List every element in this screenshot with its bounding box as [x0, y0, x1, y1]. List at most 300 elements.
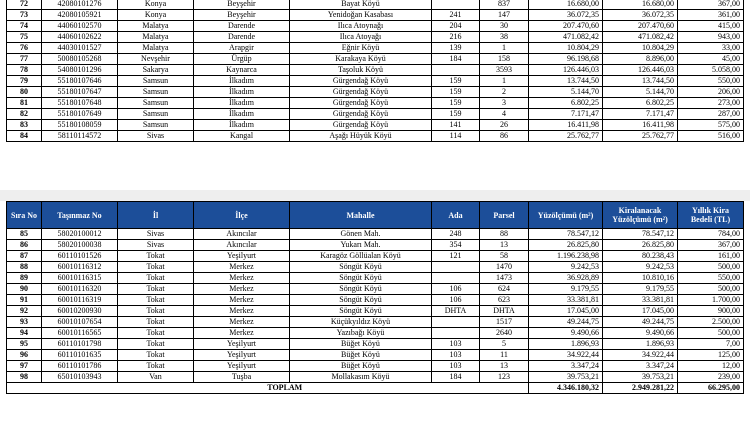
table-row: [7, 21, 744, 32]
cell-kira-bedeli: 500,00: [678, 328, 744, 339]
cell-ilce: Merkez: [194, 328, 290, 339]
cell-ilce: Merkez: [194, 295, 290, 306]
cell-kiralanacak: 34.922,44: [603, 350, 678, 361]
cell-sira-no: 95: [7, 339, 42, 350]
cell-yuzolcumu: 471.082,42: [529, 32, 603, 43]
cell-yuzolcumu: 39.753,21: [529, 372, 603, 383]
table-row: [7, 43, 744, 54]
cell-ada: 121: [432, 251, 480, 262]
cell-kiralanacak: 80.238,43: [603, 251, 678, 262]
table-row: [7, 131, 744, 142]
cell-yuzolcumu: 78.547,12: [529, 229, 603, 240]
cell-kiralanacak: 9.490,66: [603, 328, 678, 339]
cell-yuzolcumu: 49.244,75: [529, 317, 603, 328]
cell-parsel: 837: [480, 0, 529, 10]
cell-mahalle: Söngüt Köyü: [290, 306, 432, 317]
cell-kira-bedeli: 1.700,00: [678, 295, 744, 306]
cell-mahalle: Gönen Mah.: [290, 229, 432, 240]
table-row: [7, 273, 744, 284]
cell-parsel: 30: [480, 21, 529, 32]
totals-row: [7, 383, 744, 394]
header-ada: Ada: [432, 202, 480, 229]
cell-ilce: Akıncılar: [194, 229, 290, 240]
table-row: [7, 240, 744, 251]
cell-sira-no: 80: [7, 87, 42, 98]
cell-ilce: Yeşilyurt: [194, 339, 290, 350]
cell-kiralanacak: 10.810,16: [603, 273, 678, 284]
cell-il: Samsun: [118, 87, 194, 98]
cell-il: Samsun: [118, 98, 194, 109]
cell-tasinmaz-no: 60010107654: [42, 317, 118, 328]
cell-parsel: 158: [480, 54, 529, 65]
cell-kiralanacak: 25.762,77: [603, 131, 678, 142]
cell-kiralanacak: 471.082,42: [603, 32, 678, 43]
cell-yuzolcumu: 16.411,98: [529, 120, 603, 131]
cell-tasinmaz-no: 42080105921: [42, 10, 118, 21]
cell-yuzolcumu: 1.896,93: [529, 339, 603, 350]
table-row: [7, 10, 744, 21]
cell-sira-no: 90: [7, 284, 42, 295]
cell-sira-no: 78: [7, 65, 42, 76]
cell-sira-no: 82: [7, 109, 42, 120]
cell-parsel: DHTA: [480, 306, 529, 317]
cell-kira-bedeli: 516,00: [678, 131, 744, 142]
cell-kiralanacak: 78.547,12: [603, 229, 678, 240]
cell-kiralanacak: 7.171,47: [603, 109, 678, 120]
cell-mahalle: Ilıca Atoyağı: [290, 32, 432, 43]
cell-ilce: İlkadım: [194, 98, 290, 109]
cell-tasinmaz-no: 58020100038: [42, 240, 118, 251]
cell-yuzolcumu: 36.928,89: [529, 273, 603, 284]
cell-il: Tokat: [118, 306, 194, 317]
cell-parsel: 3593: [480, 65, 529, 76]
cell-ilce: Merkez: [194, 317, 290, 328]
cell-parsel: 88: [480, 229, 529, 240]
cell-kiralanacak: 5.144,70: [603, 87, 678, 98]
cell-kiralanacak: 6.802,25: [603, 98, 678, 109]
cell-mahalle: Küçükyıldız Köyü: [290, 317, 432, 328]
cell-kiralanacak: 26.825,80: [603, 240, 678, 251]
table-row: [7, 317, 744, 328]
cell-tasinmaz-no: 58110114572: [42, 131, 118, 142]
cell-ilce: Kangal: [194, 131, 290, 142]
cell-ada: 241: [432, 10, 480, 21]
cell-kira-bedeli: 33,00: [678, 43, 744, 54]
cell-kira-bedeli: 206,00: [678, 87, 744, 98]
cell-kira-bedeli: 125,00: [678, 350, 744, 361]
header-kira-bedeli: Yıllık Kira Bedeli (TL): [678, 202, 744, 229]
cell-tasinmaz-no: 60010116319: [42, 295, 118, 306]
cell-mahalle: Karakaya Köyü: [290, 54, 432, 65]
cell-kira-bedeli: 361,00: [678, 10, 744, 21]
cell-il: Tokat: [118, 317, 194, 328]
cell-sira-no: 83: [7, 120, 42, 131]
cell-kira-bedeli: 500,00: [678, 284, 744, 295]
cell-kiralanacak: 8.896,00: [603, 54, 678, 65]
cell-il: Konya: [118, 0, 194, 10]
cell-tasinmaz-no: 44060102570: [42, 21, 118, 32]
cell-il: Tokat: [118, 361, 194, 372]
cell-yuzolcumu: 34.922,44: [529, 350, 603, 361]
cell-kira-bedeli: 784,00: [678, 229, 744, 240]
cell-kiralanacak: 49.244,75: [603, 317, 678, 328]
cell-ada: 106: [432, 295, 480, 306]
cell-tasinmaz-no: 42080101276: [42, 0, 118, 10]
cell-mahalle: Taşoluk Köyü: [290, 65, 432, 76]
cell-mahalle: Büğet Köyü: [290, 350, 432, 361]
cell-sira-no: 89: [7, 273, 42, 284]
cell-mahalle: Büğet Köyü: [290, 339, 432, 350]
cell-mahalle: Söngüt Köyü: [290, 295, 432, 306]
header-row: [7, 202, 744, 229]
cell-ada: 139: [432, 43, 480, 54]
cell-kira-bedeli: 943,00: [678, 32, 744, 43]
cell-ada: 159: [432, 109, 480, 120]
header-il: İl: [118, 202, 194, 229]
cell-yuzolcumu: 3.347,24: [529, 361, 603, 372]
cell-ilce: Beyşehir: [194, 10, 290, 21]
cell-sira-no: 97: [7, 361, 42, 372]
cell-mahalle: Karagöz Göllüalan Köyü: [290, 251, 432, 262]
cell-mahalle: Söngüt Köyü: [290, 284, 432, 295]
cell-kiralanacak: 13.744,50: [603, 76, 678, 87]
cell-yuzolcumu: 9.490,66: [529, 328, 603, 339]
cell-parsel: 13: [480, 240, 529, 251]
cell-parsel: 38: [480, 32, 529, 43]
cell-kiralanacak: 17.045,00: [603, 306, 678, 317]
cell-tasinmaz-no: 60010116315: [42, 273, 118, 284]
cell-il: Samsun: [118, 76, 194, 87]
cell-yuzolcumu: 207.470,60: [529, 21, 603, 32]
cell-ilce: Merkez: [194, 273, 290, 284]
cell-mahalle: Büğet Köyü: [290, 361, 432, 372]
cell-tasinmaz-no: 65010103943: [42, 372, 118, 383]
cell-kira-bedeli: 575,00: [678, 120, 744, 131]
cell-sira-no: 77: [7, 54, 42, 65]
lease-table: [6, 201, 744, 394]
cell-yuzolcumu: 9.179,55: [529, 284, 603, 295]
cell-ilce: Arapgir: [194, 43, 290, 54]
cell-ada: 141: [432, 120, 480, 131]
cell-ada: 159: [432, 76, 480, 87]
cell-yuzolcumu: 1.196.238,98: [529, 251, 603, 262]
cell-ada: [432, 0, 480, 10]
cell-ilce: Kaynarca: [194, 65, 290, 76]
cell-ilce: Tuşba: [194, 372, 290, 383]
table-row: [7, 262, 744, 273]
cell-il: Sakarya: [118, 65, 194, 76]
table-row: [7, 76, 744, 87]
cell-kira-bedeli: 12,00: [678, 361, 744, 372]
cell-parsel: 86: [480, 131, 529, 142]
cell-parsel: 2640: [480, 328, 529, 339]
cell-kira-bedeli: 287,00: [678, 109, 744, 120]
cell-tasinmaz-no: 60010116565: [42, 328, 118, 339]
cell-il: Samsun: [118, 109, 194, 120]
table-row: [7, 339, 744, 350]
cell-mahalle: Yazıbağı Köyü: [290, 328, 432, 339]
header-parsel: Parsel: [480, 202, 529, 229]
cell-ada: [432, 262, 480, 273]
cell-yuzolcumu: 17.045,00: [529, 306, 603, 317]
cell-ilce: İlkadım: [194, 120, 290, 131]
cell-kiralanacak: 3.347,24: [603, 361, 678, 372]
header-sira-no: Sıra No: [7, 202, 42, 229]
cell-il: Sivas: [118, 240, 194, 251]
cell-ada: 103: [432, 350, 480, 361]
table-row: [7, 0, 744, 10]
cell-sira-no: 81: [7, 98, 42, 109]
cell-yuzolcumu: 7.171,47: [529, 109, 603, 120]
cell-mahalle: Eğnir Köyü: [290, 43, 432, 54]
cell-kira-bedeli: 7,00: [678, 339, 744, 350]
table-row: [7, 361, 744, 372]
cell-kira-bedeli: 273,00: [678, 98, 744, 109]
total-area: 4.346.180,32: [529, 383, 603, 394]
cell-ada: 114: [432, 131, 480, 142]
cell-il: Sivas: [118, 131, 194, 142]
cell-sira-no: 96: [7, 350, 42, 361]
cell-ada: 103: [432, 361, 480, 372]
cell-il: Nevşehir: [118, 54, 194, 65]
cell-ada: 184: [432, 54, 480, 65]
table-row: [7, 251, 744, 262]
cell-kira-bedeli: 2.500,00: [678, 317, 744, 328]
cell-kira-bedeli: 5.058,00: [678, 65, 744, 76]
cell-parsel: 1: [480, 43, 529, 54]
cell-sira-no: 88: [7, 262, 42, 273]
cell-mahalle: Gürgendağ Köyü: [290, 120, 432, 131]
cell-ilce: Yeşilyurt: [194, 251, 290, 262]
cell-sira-no: 84: [7, 131, 42, 142]
cell-ilce: Darende: [194, 32, 290, 43]
cell-il: Sivas: [118, 229, 194, 240]
cell-tasinmaz-no: 60010116312: [42, 262, 118, 273]
continued-rows-table: [6, 0, 744, 142]
cell-il: Tokat: [118, 295, 194, 306]
cell-tasinmaz-no: 60010116320: [42, 284, 118, 295]
cell-mahalle: Söngüt Köyü: [290, 262, 432, 273]
table-row: [7, 98, 744, 109]
table-row: [7, 229, 744, 240]
cell-ada: 354: [432, 240, 480, 251]
cell-tasinmaz-no: 55180107647: [42, 87, 118, 98]
cell-ada: [432, 273, 480, 284]
cell-kiralanacak: 9.179,55: [603, 284, 678, 295]
cell-kiralanacak: 33.381,81: [603, 295, 678, 306]
cell-ilce: Merkez: [194, 262, 290, 273]
table-row: [7, 65, 744, 76]
table-row: [7, 295, 744, 306]
table-row: [7, 109, 744, 120]
cell-parsel: 11: [480, 350, 529, 361]
cell-kiralanacak: 10.804,29: [603, 43, 678, 54]
cell-kira-bedeli: 367,00: [678, 240, 744, 251]
cell-sira-no: 86: [7, 240, 42, 251]
cell-ada: 184: [432, 372, 480, 383]
page-gap: [0, 190, 750, 201]
cell-yuzolcumu: 6.802,25: [529, 98, 603, 109]
cell-parsel: 58: [480, 251, 529, 262]
cell-ada: 248: [432, 229, 480, 240]
cell-mahalle: Ilıca Atoynağı: [290, 21, 432, 32]
cell-parsel: 147: [480, 10, 529, 21]
cell-ilce: İlkadım: [194, 87, 290, 98]
cell-parsel: 26: [480, 120, 529, 131]
cell-tasinmaz-no: 55180107646: [42, 76, 118, 87]
cell-ilce: İlkadım: [194, 76, 290, 87]
cell-il: Tokat: [118, 262, 194, 273]
table-row: [7, 306, 744, 317]
cell-sira-no: 76: [7, 43, 42, 54]
table-row: [7, 87, 744, 98]
cell-sira-no: 79: [7, 76, 42, 87]
cell-sira-no: 98: [7, 372, 42, 383]
cell-tasinmaz-no: 50080105268: [42, 54, 118, 65]
cell-sira-no: 85: [7, 229, 42, 240]
cell-il: Tokat: [118, 251, 194, 262]
cell-il: Konya: [118, 10, 194, 21]
cell-tasinmaz-no: 44060102622: [42, 32, 118, 43]
totals-spacer: [7, 383, 42, 394]
cell-parsel: 1517: [480, 317, 529, 328]
cell-ilce: Beyşehir: [194, 0, 290, 10]
cell-kira-bedeli: 500,00: [678, 262, 744, 273]
cell-kira-bedeli: 550,00: [678, 273, 744, 284]
cell-sira-no: 87: [7, 251, 42, 262]
cell-ilce: Yeşilyurt: [194, 361, 290, 372]
cell-mahalle: Söngüt Köyü: [290, 273, 432, 284]
header-mahalle: Mahalle: [290, 202, 432, 229]
cell-parsel: 4: [480, 109, 529, 120]
totals-label: TOPLAM: [42, 383, 529, 394]
cell-parsel: 13: [480, 361, 529, 372]
cell-tasinmaz-no: 44030101527: [42, 43, 118, 54]
cell-sira-no: 75: [7, 32, 42, 43]
cell-ilce: İlkadım: [194, 109, 290, 120]
cell-sira-no: 72: [7, 0, 42, 10]
cell-yuzolcumu: 126.446,03: [529, 65, 603, 76]
cell-ilce: Merkez: [194, 306, 290, 317]
table-row: [7, 350, 744, 361]
cell-tasinmaz-no: 55180107648: [42, 98, 118, 109]
cell-parsel: 623: [480, 295, 529, 306]
cell-sira-no: 91: [7, 295, 42, 306]
cell-kiralanacak: 9.242,53: [603, 262, 678, 273]
cell-tasinmaz-no: 55180107649: [42, 109, 118, 120]
cell-sira-no: 94: [7, 328, 42, 339]
total-rentable-area: 2.949.281,22: [603, 383, 678, 394]
cell-ada: 204: [432, 21, 480, 32]
cell-ada: 159: [432, 98, 480, 109]
cell-parsel: 1473: [480, 273, 529, 284]
cell-ilce: Akıncılar: [194, 240, 290, 251]
cell-yuzolcumu: 25.762,77: [529, 131, 603, 142]
table-row: [7, 328, 744, 339]
cell-parsel: 5: [480, 339, 529, 350]
cell-kira-bedeli: 367,00: [678, 0, 744, 10]
cell-mahalle: Yukarı Mah.: [290, 240, 432, 251]
cell-tasinmaz-no: 60010200930: [42, 306, 118, 317]
cell-il: Malatya: [118, 32, 194, 43]
cell-ada: 216: [432, 32, 480, 43]
cell-mahalle: Gürgendağ Köyü: [290, 98, 432, 109]
cell-parsel: 3: [480, 98, 529, 109]
cell-ilce: Ürgüp: [194, 54, 290, 65]
cell-kiralanacak: 39.753,21: [603, 372, 678, 383]
cell-il: Van: [118, 372, 194, 383]
cell-yuzolcumu: 26.825,80: [529, 240, 603, 251]
header-tasinmaz-no: Taşınmaz No: [42, 202, 118, 229]
cell-yuzolcumu: 33.381,81: [529, 295, 603, 306]
cell-yuzolcumu: 9.242,53: [529, 262, 603, 273]
cell-kira-bedeli: 45,00: [678, 54, 744, 65]
cell-yuzolcumu: 10.804,29: [529, 43, 603, 54]
cell-yuzolcumu: 5.144,70: [529, 87, 603, 98]
cell-yuzolcumu: 96.198,68: [529, 54, 603, 65]
cell-ada: 106: [432, 284, 480, 295]
cell-ilce: Darende: [194, 21, 290, 32]
cell-kira-bedeli: 239,00: [678, 372, 744, 383]
cell-parsel: 1: [480, 76, 529, 87]
cell-mahalle: Yenidoğan Kasabası: [290, 10, 432, 21]
cell-parsel: 2: [480, 87, 529, 98]
cell-kira-bedeli: 900,00: [678, 306, 744, 317]
cell-kiralanacak: 16.680,00: [603, 0, 678, 10]
cell-parsel: 123: [480, 372, 529, 383]
cell-tasinmaz-no: 60110101526: [42, 251, 118, 262]
table-row: [7, 32, 744, 43]
header-yuzolcumu: Yüzölçümü (m²): [529, 202, 603, 229]
cell-il: Tokat: [118, 273, 194, 284]
table-row: [7, 54, 744, 65]
cell-yuzolcumu: 13.744,50: [529, 76, 603, 87]
cell-ada: [432, 317, 480, 328]
cell-ada: [432, 328, 480, 339]
header-kiralanacak: Kiralanacak Yüzölçümü (m²): [603, 202, 678, 229]
cell-parsel: 1470: [480, 262, 529, 273]
cell-yuzolcumu: 36.072,35: [529, 10, 603, 21]
cell-il: Malatya: [118, 21, 194, 32]
cell-kiralanacak: 1.896,93: [603, 339, 678, 350]
cell-kiralanacak: 36.072,35: [603, 10, 678, 21]
cell-mahalle: Gürgendağ Köyü: [290, 76, 432, 87]
cell-sira-no: 92: [7, 306, 42, 317]
cell-ilce: Merkez: [194, 284, 290, 295]
cell-il: Tokat: [118, 339, 194, 350]
cell-parsel: 624: [480, 284, 529, 295]
cell-il: Tokat: [118, 350, 194, 361]
cell-kiralanacak: 16.411,98: [603, 120, 678, 131]
cell-tasinmaz-no: 54080101296: [42, 65, 118, 76]
cell-il: Malatya: [118, 43, 194, 54]
cell-ilce: Yeşilyurt: [194, 350, 290, 361]
cell-kira-bedeli: 415,00: [678, 21, 744, 32]
cell-tasinmaz-no: 60110101798: [42, 339, 118, 350]
cell-tasinmaz-no: 58020100012: [42, 229, 118, 240]
table-row: [7, 284, 744, 295]
cell-kira-bedeli: 161,00: [678, 251, 744, 262]
cell-ada: 103: [432, 339, 480, 350]
cell-tasinmaz-no: 60110101635: [42, 350, 118, 361]
cell-il: Tokat: [118, 284, 194, 295]
cell-kiralanacak: 207.470,60: [603, 21, 678, 32]
total-rent: 66.295,00: [678, 383, 744, 394]
cell-tasinmaz-no: 60110101786: [42, 361, 118, 372]
cell-ada: DHTA: [432, 306, 480, 317]
cell-ada: 159: [432, 87, 480, 98]
cell-mahalle: Aşağı Hüyük Köyü: [290, 131, 432, 142]
